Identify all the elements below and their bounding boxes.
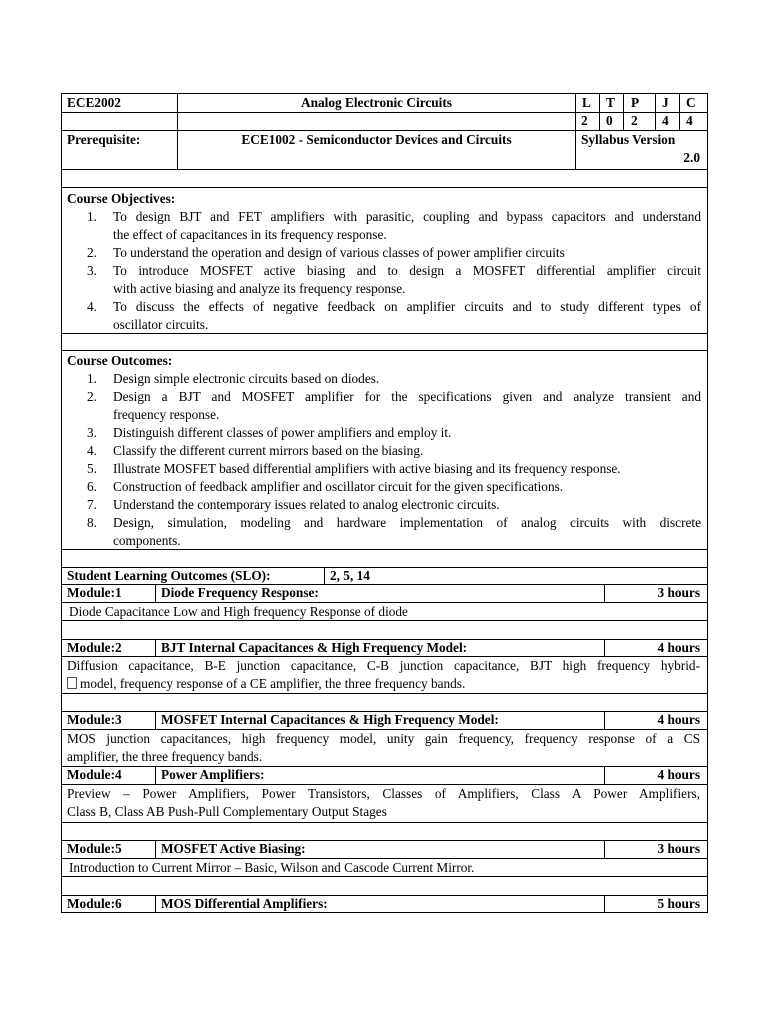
module-4-content [61, 784, 708, 822]
list-item-line: frequency response. [113, 407, 220, 422]
course-objectives-heading: Course Objectives: [67, 191, 176, 206]
module-hours: 4 hours [657, 767, 700, 782]
course-title: Analog Electronic Circuits [301, 95, 452, 110]
list-item [62, 424, 707, 442]
ltpjc-label-l: L [582, 95, 591, 110]
prerequisite-label: Prerequisite: [67, 132, 141, 147]
ltpjc-label-t: T [606, 95, 615, 110]
list-item-number: 4. [87, 299, 97, 314]
list-item-line: Illustrate MOSFET based differential amplifiers with active biasing and its frequency response. [113, 461, 621, 476]
course-outcomes-list [62, 370, 707, 550]
ltpjc-value-p: 2 [631, 113, 638, 128]
ltpjc-label-c: C [686, 95, 696, 110]
list-item-number: 5. [87, 461, 97, 476]
course-objectives-list [62, 208, 707, 334]
module-1-content [61, 602, 708, 620]
list-item [62, 298, 707, 334]
module-label: Module:4 [67, 767, 122, 782]
prerequisite-row [61, 130, 708, 169]
list-item-number: 6. [87, 479, 97, 494]
course-code: ECE2002 [67, 95, 121, 110]
module-content-line: amplifier, the three frequency bands. [67, 749, 263, 764]
ltpjc-value-t: 0 [606, 113, 613, 128]
ltpjc-label-j: J [662, 95, 669, 110]
slo-value: 2, 5, 14 [330, 568, 370, 583]
course-outcomes-heading: Course Outcomes: [67, 353, 173, 368]
module-hours: 3 hours [657, 841, 700, 856]
module-hours: 4 hours [657, 712, 700, 727]
module-2-content [61, 656, 708, 693]
list-item [62, 208, 707, 244]
module-6-header [61, 895, 708, 913]
list-item-line: Distinguish different classes of power amplifiers and employ it. [113, 425, 452, 440]
module-title: MOSFET Active Biasing: [161, 841, 306, 856]
module-label: Module:6 [67, 896, 122, 911]
header-row-2 [61, 112, 708, 130]
list-item-number: 8. [87, 515, 97, 530]
module-content-line: Diffusion capacitance, B-E junction capacitance, C-B junction capacitance, BJT high frequency hybrid- [67, 658, 700, 673]
list-item-line: with active biasing and analyze its frequency response. [113, 281, 406, 296]
prerequisite-value: ECE1002 - Semiconductor Devices and Circuits [241, 132, 512, 147]
module-2-header [61, 639, 708, 656]
course-title-cell [177, 94, 575, 112]
list-item-line: Classify the different current mirrors based on the biasing. [113, 443, 424, 458]
ltpjc-value-l: 2 [581, 113, 588, 128]
ltpjc-value-c: 4 [686, 113, 693, 128]
module-hours: 3 hours [657, 585, 700, 600]
list-item-line: To design BJT and FET amplifiers with parasitic, coupling and bypass capacitors and understand [113, 209, 701, 224]
module-title: MOSFET Internal Capacitances & High Frequency Model: [161, 712, 499, 727]
spacer-row [61, 693, 708, 711]
list-item-line: Construction of feedback amplifier and oscillator circuit for the given specifications. [113, 479, 564, 494]
list-item-number: 1. [87, 209, 97, 224]
list-item-line: Design simple electronic circuits based on diodes. [113, 371, 380, 386]
module-content-line: Preview – Power Amplifiers, Power Transistors, Classes of Amplifiers, Class A Power Amplifiers, [67, 786, 700, 801]
module-content-line: Introduction to Current Mirror – Basic, Wilson and Cascode Current Mirror. [69, 860, 475, 875]
missing-glyph-icon [67, 677, 77, 689]
module-title: MOS Differential Amplifiers: [161, 896, 328, 911]
syllabus-table [61, 93, 708, 913]
module-5-header [61, 840, 708, 858]
course-code-cell [62, 94, 177, 112]
list-item-line: To understand the operation and design of various classes of power amplifier circuits [113, 245, 565, 260]
header-row-1 [61, 93, 708, 112]
list-item-line: the effect of capacitances in its frequency response. [113, 227, 387, 242]
list-item [62, 496, 707, 514]
module-content-line: Class B, Class AB Push-Pull Complementary Output Stages [67, 804, 387, 819]
list-item-number: 7. [87, 497, 97, 512]
list-item-line: components. [113, 533, 181, 548]
list-item-number: 2. [87, 389, 97, 404]
list-item-line: Design a BJT and MOSFET amplifier for the specifications given and analyze transient and [113, 389, 701, 404]
list-item [62, 460, 707, 478]
module-4-header [61, 766, 708, 784]
ltpjc-label-p: P [631, 95, 640, 110]
module-hours: 5 hours [657, 896, 700, 911]
module-hours: 4 hours [657, 640, 700, 655]
spacer-row [61, 620, 708, 639]
list-item-number: 2. [87, 245, 97, 260]
list-item-line: Design, simulation, modeling and hardware implementation of analog circuits with discrete [113, 515, 701, 530]
list-item [62, 442, 707, 460]
module-title: Diode Frequency Response: [161, 585, 319, 600]
module-label: Module:2 [67, 640, 122, 655]
module-title: Power Amplifiers: [161, 767, 265, 782]
list-item [62, 388, 707, 424]
syllabus-version-value: 2.0 [683, 150, 700, 165]
module-label: Module:1 [67, 585, 122, 600]
module-content-line: Diode Capacitance Low and High frequency Response of diode [69, 604, 408, 619]
slo-label: Student Learning Outcomes (SLO): [67, 568, 271, 583]
spacer-row [61, 549, 708, 567]
spacer-row [61, 169, 708, 187]
module-5-content [61, 858, 708, 876]
list-item [62, 478, 707, 496]
list-item-line: To introduce MOSFET active biasing and to design a MOSFET differential amplifier circuit [113, 263, 701, 278]
list-item-line: To discuss the effects of negative feedback on amplifier circuits and to study different types of [113, 299, 701, 314]
list-item-number: 4. [87, 443, 97, 458]
module-label: Module:3 [67, 712, 122, 727]
list-item-number: 3. [87, 425, 97, 440]
module-1-header [61, 584, 708, 602]
list-item-line: Understand the contemporary issues related to analog electronic circuits. [113, 497, 500, 512]
list-item-number: 3. [87, 263, 97, 278]
list-item [62, 370, 707, 388]
list-item-line: oscillator circuits. [113, 317, 209, 332]
module-label: Module:5 [67, 841, 122, 856]
list-item [62, 514, 707, 550]
spacer-row [61, 333, 708, 350]
spacer-row [61, 876, 708, 895]
slo-row [61, 567, 708, 584]
course-outcomes-section [61, 350, 708, 549]
spacer-row [61, 822, 708, 840]
module-title: BJT Internal Capacitances & High Frequency Model: [161, 640, 468, 655]
list-item [62, 262, 707, 298]
module-3-content [61, 729, 708, 766]
list-item [62, 244, 707, 262]
module-3-header [61, 711, 708, 729]
list-item-number: 1. [87, 371, 97, 386]
course-objectives-section [61, 187, 708, 333]
module-content-line: MOS junction capacitances, high frequency model, unity gain frequency, frequency response of a CS [67, 731, 700, 746]
syllabus-version-label: Syllabus Version [581, 132, 676, 147]
ltpjc-value-j: 4 [662, 113, 669, 128]
module-content-line: model, frequency response of a CE amplifier, the three frequency bands. [80, 676, 466, 691]
